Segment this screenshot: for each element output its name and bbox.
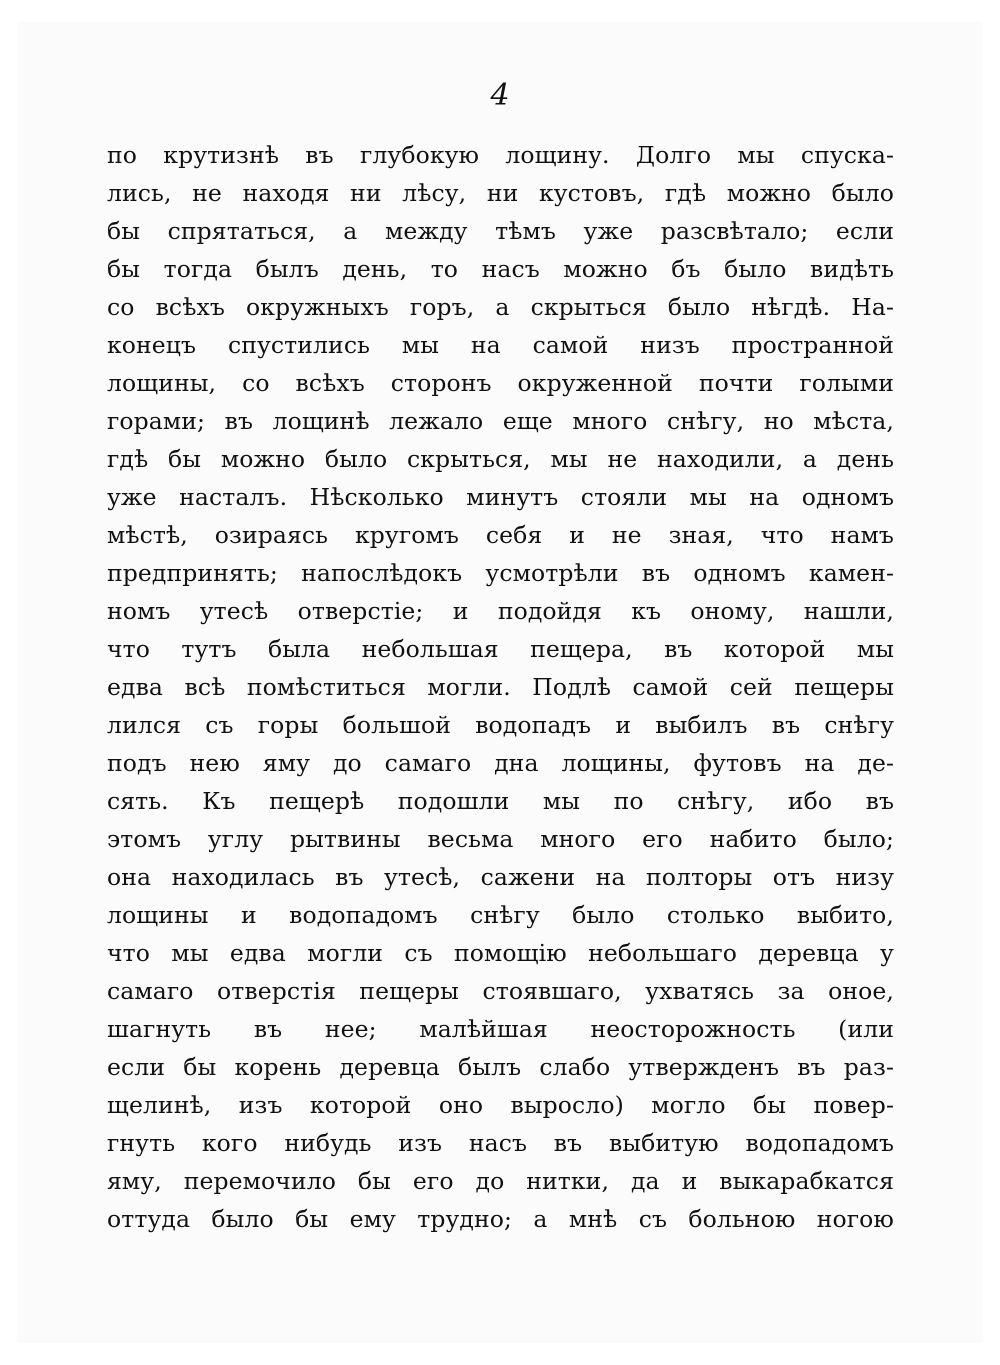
text-line: что тутъ была небольшая пещера, въ которой мы (107, 635, 894, 663)
text-line: едва всѣ помѣститься могли. Подлѣ самой сей пещеры (107, 673, 894, 701)
text-line: гдѣ бы можно было скрыться, мы не находили, а день (107, 445, 894, 473)
text-line: лился съ горы большой водопадъ и выбилъ въ снѣгу (107, 711, 894, 739)
page-number: 4 (490, 78, 510, 113)
text-line: что мы едва могли съ помощію небольшаго деревца у (107, 939, 894, 967)
text-line: яму, перемочило бы его до нитки, да и выкарабкатся (107, 1167, 894, 1195)
text-line: лись, не находя ни лѣсу, ни кустовъ, гдѣ можно было (107, 179, 894, 207)
text-line: горами; въ лощинѣ лежало еще много снѣгу, но мѣста, (107, 407, 894, 435)
text-line: этомъ углу рытвины весьма много его набито было; (107, 825, 894, 853)
text-line: бы спрятаться, а между тѣмъ уже разсвѣтало; если (107, 217, 894, 245)
text-line: конецъ спустились мы на самой низъ пространной (107, 331, 894, 359)
text-line: бы тогда былъ день, то насъ можно бъ было видѣть (107, 255, 894, 283)
page-body-text (107, 136, 894, 1238)
text-line: если бы корень деревца былъ слабо утвержденъ въ раз- (107, 1053, 894, 1081)
text-line: уже насталъ. Нѣсколько минутъ стояли мы на одномъ (107, 483, 894, 511)
text-line: самаго отверстія пещеры стоявшаго, ухватясь за оное, (107, 977, 894, 1005)
text-line: сять. Къ пещерѣ подошли мы по снѣгу, ибо въ (107, 787, 894, 815)
text-line: гнуть кого нибудь изъ насъ въ выбитую водопадомъ (107, 1129, 894, 1157)
text-line: подъ нею яму до самаго дна лощины, футовъ на де- (107, 749, 894, 777)
text-line: номъ утесѣ отверстіе; и подойдя къ оному, нашли, (107, 597, 894, 625)
text-line: по крутизнѣ въ глубокую лощину. Долго мы спуска- (107, 141, 894, 169)
text-line: щелинѣ, изъ которой оно выросло) могло бы повер- (107, 1091, 894, 1119)
text-line: мѣстѣ, озираясь кругомъ себя и не зная, что намъ (107, 521, 894, 549)
text-line: шагнуть въ нее; малѣйшая неосторожность (или (107, 1015, 894, 1043)
text-line: она находилась въ утесѣ, сажени на полторы отъ низу (107, 863, 894, 891)
text-line: предпринять; напослѣдокъ усмотрѣли въ одномъ камен- (107, 559, 894, 587)
text-line: лощины, со всѣхъ сторонъ окруженной почти голыми (107, 369, 894, 397)
text-line: оттуда было бы ему трудно; а мнѣ съ больною ногою (107, 1205, 894, 1233)
text-line: лощины и водопадомъ снѣгу было столько выбито, (107, 901, 894, 929)
text-line: со всѣхъ окружныхъ горъ, а скрыться было нѣгдѣ. На- (107, 293, 894, 321)
